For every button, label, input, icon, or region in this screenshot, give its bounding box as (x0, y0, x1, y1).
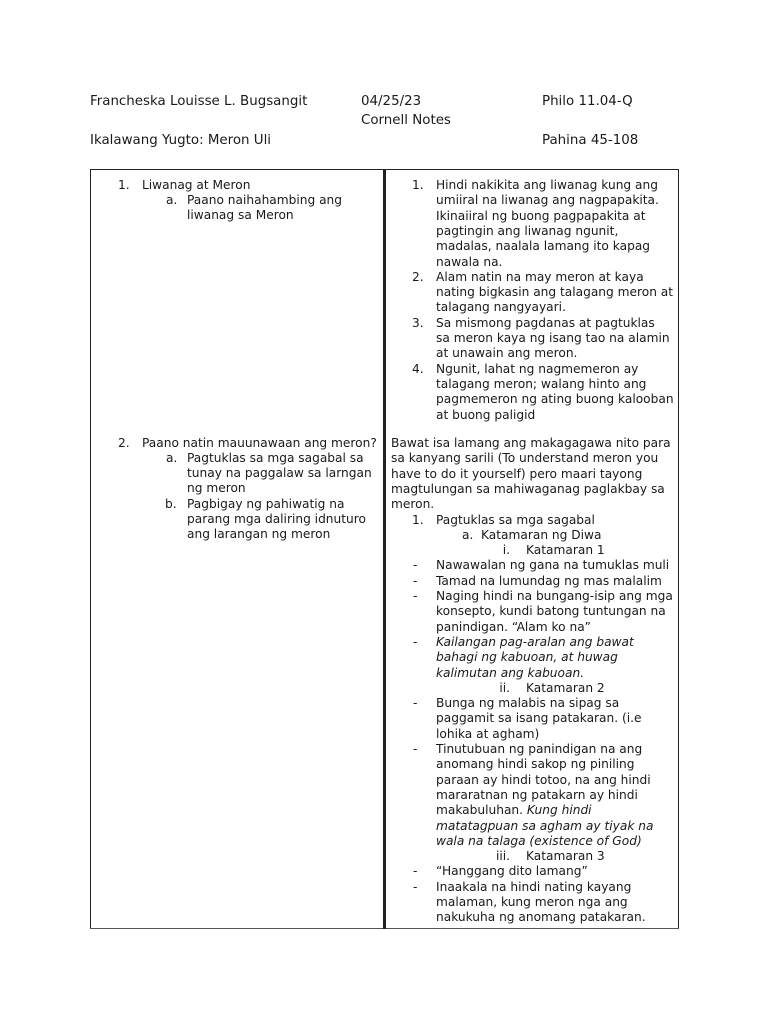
note-bullet-line: Naging hindi na bungang-isip ang mga (436, 589, 673, 603)
note-bullet-dash: - (413, 879, 418, 894)
column-divider (383, 169, 386, 929)
note-paragraph-line: meron. (391, 497, 435, 512)
note-bullet-line: kalimutan ang kabuoan. (436, 665, 585, 680)
note-bullet-line: paraan ay hindi totoo, na ang hindi (436, 772, 651, 787)
note-item-line: madalas, naalala lamang ito kapag (436, 239, 651, 254)
note-bullet-line: Tinutubuan ng panindigan na ang (436, 742, 643, 756)
note-bullet-line: konsepto, kundi batong tuntungan na (436, 604, 666, 619)
note-roman-title: Katamaran 2 (526, 680, 605, 695)
note-item-line: pagmemeron ng ating buong kalooban (436, 392, 674, 407)
cue-1a-marker: a. (166, 193, 178, 207)
note-subsection-marker: a. (462, 527, 474, 542)
note-bullet-line: malaman, kung meron nga ang (436, 895, 628, 909)
note-item-line: Alam natin na may meron at kaya (436, 269, 644, 284)
cue-1a-line: liwanag sa Meron (187, 208, 294, 222)
note-bullet-dash: - (413, 573, 418, 588)
note-bullet-line: lohika at agham) (436, 726, 540, 741)
note-bullet-line: Inaakala na hindi nating kayang (436, 879, 632, 894)
page-range: Pahina 45-108 (542, 133, 639, 148)
note-item-line: Hindi nakikita ang liwanag kung ang (436, 178, 658, 192)
note-item-line: talagang nangyayari. (436, 300, 566, 315)
cue-2a-line: tunay na paggalaw sa larngan (187, 466, 372, 480)
cue-2b-line: parang mga daliring idnuturo (187, 512, 366, 526)
course-code: Philo 11.04-Q (542, 94, 633, 109)
note-roman-marker: iii. (495, 849, 510, 864)
note-roman-marker: ii. (499, 680, 510, 695)
note-bullet-dash: - (413, 864, 418, 879)
note-bullet-dash: - (413, 558, 418, 573)
note-bullet-line: anomang hindi sakop ng piniling (436, 757, 635, 772)
note-item-line: at unawain ang meron. (436, 346, 578, 361)
note-item-line: pagtingin ang liwanag ngunit, (436, 223, 619, 238)
cue-2b-marker: b. (165, 497, 177, 511)
student-name: Francheska Louisse L. Bugsangit (90, 94, 308, 109)
note-item-line: sa meron kaya ng isang tao na alamin (436, 331, 670, 345)
note-section-title: Pagtuklas sa mga sagabal (436, 512, 595, 527)
note-roman-title: Katamaran 3 (526, 849, 605, 864)
note-bullet-line: “Hanggang dito lamang” (436, 864, 588, 879)
note-item-line: umiiral na liwanag ang nagpapakita. (436, 193, 659, 208)
note-item-line: talagang meron; walang hinto ang (436, 376, 647, 391)
note-section-number: 1. (412, 512, 424, 527)
note-paragraph-line: magtulungan sa mahiwaganag paglakbay sa (391, 481, 665, 496)
note-item-number: 3. (412, 315, 424, 330)
note-roman-title: Katamaran 1 (526, 543, 605, 558)
note-item-line: Ngunit, lahat ng nagmemeron ay (436, 361, 639, 376)
chapter-title: Ikalawang Yugto: Meron Uli (90, 133, 272, 148)
note-bullet-dash: - (413, 634, 418, 649)
cue-2-title: Paano natin mauunawaan ang meron? (142, 436, 377, 450)
note-bullet-line: paggamit sa isang patakaran. (i.e (436, 711, 642, 726)
note-item-line: Sa mismong pagdanas at pagtuklas (436, 315, 655, 330)
note-text-italic: Kung hindi (526, 803, 592, 818)
note-bullet-line: nakukuha ng anomang patakaran. (436, 910, 646, 925)
note-bullet-line: matatagpuan sa agham ay tiyak na (436, 818, 654, 833)
cue-1-number: 1. (118, 178, 130, 192)
note-subsection-title: Katamaran ng Diwa (481, 527, 602, 542)
cue-2b-line: Pagbigay ng pahiwatig na (187, 497, 345, 511)
cue-2a-line: Pagtuklas sa mga sagabal sa (187, 451, 364, 465)
note-bullet-line (436, 803, 592, 818)
date: 04/25/23 (361, 94, 422, 109)
note-item-line: at buong paligid (436, 407, 536, 422)
note-item-line: nating bigkasin ang talagang meron at (436, 285, 674, 300)
note-bullet-line: Kailangan pag-aralan ang bawat (436, 634, 634, 649)
document-type: Cornell Notes (361, 113, 451, 128)
note-paragraph-line: Bawat isa lamang ang makagagawa nito para (391, 436, 671, 450)
note-item-line: Ikinaiiral ng buong pagpapakita at (436, 208, 646, 223)
note-paragraph-line: have to do it yourself) pero maari tayong (391, 466, 643, 481)
cue-2a-marker: a. (166, 451, 178, 465)
cue-1-title: Liwanag at Meron (142, 178, 251, 192)
note-bullet-line: Bunga ng malabis na sipag sa (436, 696, 620, 711)
note-paragraph-line: sa kanyang sarili (To understand meron you (391, 451, 659, 466)
cue-2b-line: ang larangan ng meron (187, 527, 331, 541)
note-bullet-dash: - (413, 589, 418, 603)
cue-1a-line: Paano naihahambing ang (187, 193, 343, 207)
note-item-line: nawala na. (436, 254, 503, 269)
note-bullet-line: mararatnan ng patakarn ay hindi (436, 787, 638, 802)
cue-2-number: 2. (118, 436, 130, 450)
note-bullet-dash: - (413, 742, 418, 756)
note-item-number: 1. (412, 178, 424, 192)
note-item-number: 2. (412, 269, 424, 284)
note-bullet-line: panindigan. “Alam ko na” (436, 619, 591, 634)
note-bullet-line: Tamad na lumundag ng mas malalim (436, 573, 662, 588)
note-text-plain: makabuluhan. (436, 803, 527, 818)
note-bullet-dash: - (413, 696, 418, 711)
note-item-number: 4. (412, 361, 424, 376)
cue-2a-line: ng meron (187, 481, 246, 495)
note-bullet-line: bahagi ng kabuoan, at huwag (436, 650, 618, 665)
note-bullet-line: Nawawalan ng gana na tumuklas muli (436, 558, 670, 573)
note-roman-marker: i. (502, 543, 510, 558)
note-bullet-line: wala na talaga (existence of God) (436, 833, 642, 848)
